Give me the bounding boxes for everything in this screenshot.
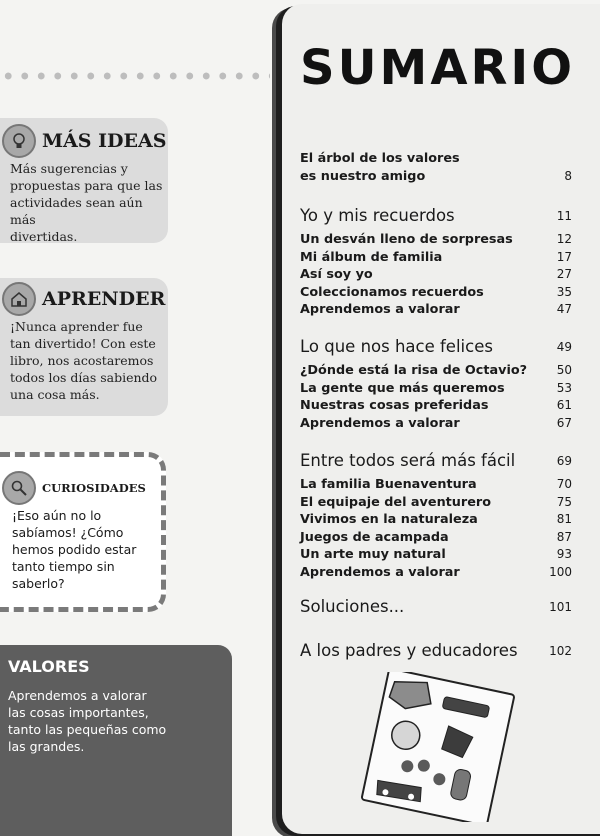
toc-item: Nuestras cosas preferidas 61 [300,398,572,413]
toc-item: Aprendemos a valorar 100 [300,564,572,580]
toc-section-3: Entre todos será más fácil 69 La familia Buenaventura 70 El equipaje del aventurero 75 Vivimos en la naturaleza 81 Juegos de acampada 87 Un arte muy natural 93 Aprendemos a valorar 100 [300,451,572,580]
toc-item: Así soy yo 27 [300,267,572,282]
legend-valores-text: Aprendemos a valorar las cosas importantes, tanto las pequeñas como las grandes. [8,688,167,754]
toc-item: Mi álbum de familia 17 [300,249,572,265]
toc-item: La familia Buenaventura 70 [300,477,572,492]
legend-aprender-box [0,278,168,416]
legend-ideas-text: Más sugerencias y propuestas para que las actividades sean aún más divertidas. [10,161,163,244]
page-number: 8 [564,168,572,183]
section-title: Lo que nos hace felices [300,337,493,356]
toc-section-2: Lo que nos hace felices 49 ¿Dónde está la risa de Octavio? 50 La gente que más queremos 53 Nuestras cosas preferidas 61 Aprendemos a valorar 67 [300,337,572,431]
legend-valores-box [0,645,232,836]
legend-curiosidades-box [0,452,166,612]
legend-curiosidades-title: CURIOSIDADES [42,481,146,495]
legend-curiosidades-text: ¡Eso aún no lo sabíamos! ¿Cómo hemos podido estar tanto tiempo sin saberlo? [12,508,137,591]
dotted-rule [0,70,270,82]
toc-item: Aprendemos a valorar 67 [300,415,572,431]
toc-section-1: Yo y mis recuerdos 11 Un desván lleno de sorpresas 12 Mi álbum de familia 17 Así soy yo 27 Coleccionamos recuerdos 35 Aprendemos a valorar 47 [300,206,572,317]
legend-aprender-title: APRENDER [42,288,166,310]
toc-item: Juegos de acampada 87 [300,529,572,545]
legend-valores-title: VALORES [8,657,90,676]
toc-item: Vivimos en la naturaleza 81 [300,512,572,527]
contents-panel [282,4,600,834]
sticker-sheet-illustration [352,672,522,822]
toc-item: ¿Dónde está la risa de Octavio? 50 [300,363,572,378]
lightbulb-icon [2,124,36,158]
legend-ideas-title: MÁS IDEAS [42,130,167,152]
legend-ideas-box [0,118,168,243]
section-title: Yo y mis recuerdos [300,206,455,225]
toc-padres: A los padres y educadores 102 [300,641,572,660]
section-title: Entre todos será más fácil [300,451,516,470]
toc-item: El equipaje del aventurero 75 [300,494,572,510]
toc-item: Un arte muy natural 93 [300,547,572,562]
toc-item: Coleccionamos recuerdos 35 [300,284,572,300]
toc-soluciones: Soluciones... 101 [300,597,572,616]
legend-aprender-text: ¡Nunca aprender fue tan divertido! Con este libro, nos acostaremos todos los días sabiendo una cosa más. [10,319,158,402]
house-icon [2,282,36,316]
toc-intro: El árbol de los valores es nuestro amigo 8 [300,151,572,184]
toc-item: Aprendemos a valorar 47 [300,302,572,317]
contents-title: SUMARIO [300,40,576,96]
magnifier-icon [2,471,36,505]
toc-item: La gente que más queremos 53 [300,380,572,396]
toc-item: Un desván lleno de sorpresas 12 [300,232,572,247]
